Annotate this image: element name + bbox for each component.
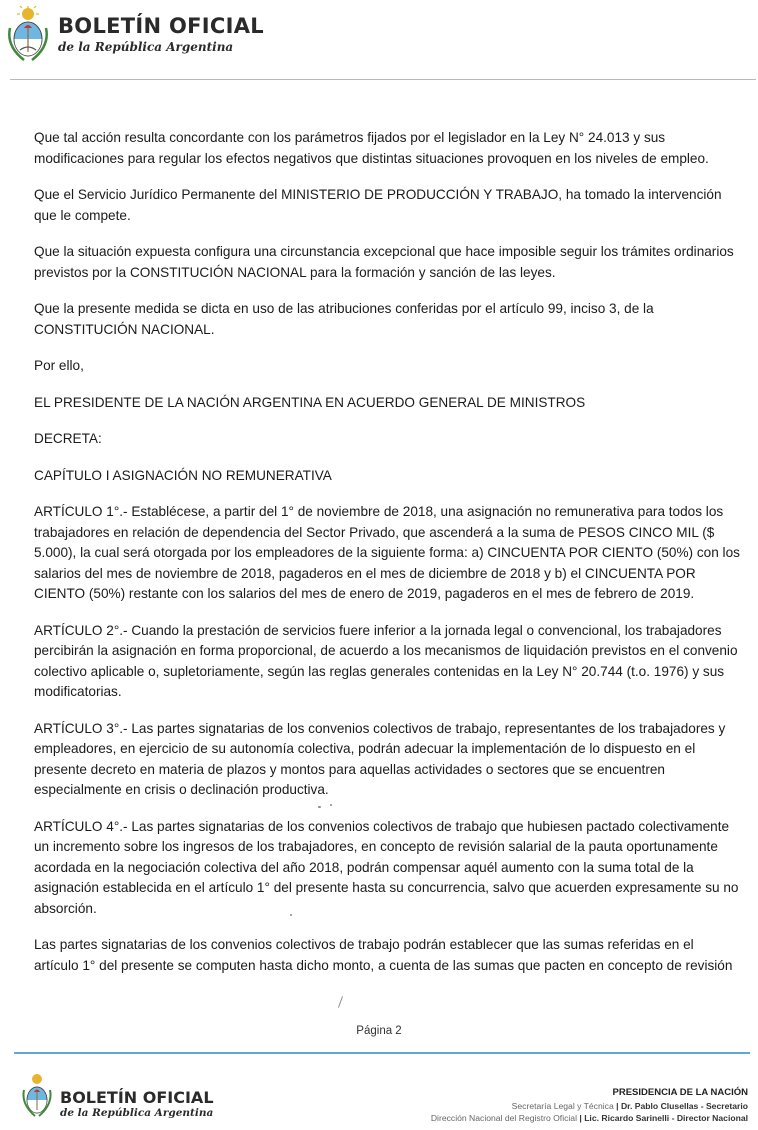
footer-separator: | bbox=[616, 1100, 619, 1111]
paragraph-servicio-juridico: Que el Servicio Jurídico Permanente del MINISTERIO DE PRODUCCIÓN Y TRABAJO, ha tomado la intervención que le compete. bbox=[34, 187, 722, 223]
chapter-heading: CAPÍTULO I ASIGNACIÓN NO REMUNERATIVA bbox=[34, 467, 332, 483]
scan-speck bbox=[290, 914, 292, 916]
paragraph-decreta: DECRETA: bbox=[34, 431, 102, 446]
footer-direccion-line bbox=[368, 1112, 748, 1125]
footer-director-name: Lic. Ricardo Sarinelli - Director Nacional bbox=[584, 1113, 748, 1123]
scan-speck bbox=[318, 806, 321, 808]
page-header bbox=[0, 0, 758, 80]
scan-speck bbox=[330, 804, 332, 806]
paragraph-situacion-excepcional: Que la situación expuesta configura una circunstancia excepcional que hace imposible seguir los trámites ordinarios previstos por la CONSTITUCIÓN NACIONAL para la formación y sanción de las leyes. bbox=[34, 244, 734, 280]
article-4: ARTÍCULO 4°.- Las partes signatarias de los convenios colectivos de trabajo que hubiesen pactado colectivamente un incremento sobre los ingresos de los trabajadores, en concepto de revisión salarial de la pauta oportunamente acordada en la negociación colectiva del año 2018, podrán compensar aquél aumento con la suma total de la asignación establecida en el artículo 1° del presente hasta su concurrencia, salvo que acuerden expresamente su no absorción. bbox=[34, 818, 739, 916]
footer-secretario-name: Dr. Pablo Clusellas - Secretario bbox=[620, 1100, 748, 1111]
page-number: Página 2 bbox=[356, 1025, 402, 1037]
argentina-coat-of-arms-icon bbox=[5, 6, 51, 64]
document-body bbox=[34, 128, 740, 992]
brand-title: BOLETÍN OFICIAL bbox=[58, 14, 264, 38]
paragraph-atribuciones: Que la presente medida se dicta en uso de las atribuciones conferidas por el artículo 99, inciso 3, de la CONSTITUCIÓN NACIONAL. bbox=[34, 301, 654, 337]
brand-subtitle: de la República Argentina bbox=[58, 40, 234, 54]
article-2: ARTÍCULO 2°.- Cuando la prestación de servicios fuere inferior a la jornada legal o convencional, los trabajadores percibirán la asignación en forma proporcional, de acuerdo a los mecanismos de liquidación previstos en el convenio colectivo aplicable o, supletoriamente, según las reglas generales contenidas en la Ley N° 20.744 (t.o. 1976) y sus modificatorias. bbox=[34, 622, 738, 699]
scan-speck bbox=[338, 996, 343, 1008]
article-3: ARTÍCULO 3°.- Las partes signatarias de los convenios colectivos de trabajo, representantes de los trabajadores y empleadores, en ejercicio de su autonomía colectiva, podrán adecuar la implementación de lo dispuesto en el presente decreto en materia de plazos y montos para aquellas actividades o sectores que se encuentren especialmente en crisis o declinación productiva. bbox=[34, 720, 726, 797]
footer-presidencia: PRESIDENCIA DE LA NACIÓN bbox=[612, 1087, 748, 1098]
footer-secretaria-line bbox=[368, 1100, 748, 1113]
footer-secretaria-label: Secretaría Legal y Técnica bbox=[511, 1100, 614, 1111]
footer-brand-title: BOLETÍN OFICIAL bbox=[60, 1088, 214, 1107]
header-divider bbox=[10, 79, 756, 80]
paragraph-presidente: EL PRESIDENTE DE LA NACIÓN ARGENTINA EN ACUERDO GENERAL DE MINISTROS bbox=[34, 394, 586, 410]
paragraph-por-ello: Por ello, bbox=[34, 358, 84, 373]
footer-divider bbox=[14, 1052, 750, 1054]
footer-direccion-label: Dirección Nacional del Registro Oficial bbox=[430, 1113, 577, 1123]
paragraph-ley-24013: Que tal acción resulta concordante con los parámetros fijados por el legislador en la Ley N° 24.013 y sus modificaciones para regular los efectos negativos que distintas situaciones provoquen en los niveles de empleo. bbox=[34, 130, 709, 166]
paragraph-partes-signatarias: Las partes signatarias de los convenios colectivos de trabajo podrán establecer que las sumas referidas en el artículo 1° del presente se computen hasta dicho monto, a cuenta de las sumas que pacten en concepto de revisión bbox=[34, 937, 733, 973]
article-1: ARTÍCULO 1°.- Establécese, a partir del 1° de noviembre de 2018, una asignación no remunerativa para todos los trabajadores en relación de dependencia del Sector Privado, que ascenderá a la suma de PESOS CINCO MIL ($ 5.000), la cual será otorgada por los empleadores de la siguiente forma: a) CINCUENTA POR CIENTO (50%) con los salarios del mes de noviembre de 2018, pagaderos en el mes de diciembre de 2018 y b) el CINCUENTA POR CIENTO (50%) restante con los salarios del mes de enero de 2019, pagaderos en el mes de febrero de 2019. bbox=[34, 504, 740, 601]
footer-brand-subtitle: de la República Argentina bbox=[60, 1107, 214, 1119]
footer-separator: | bbox=[579, 1113, 582, 1123]
argentina-coat-of-arms-icon bbox=[20, 1072, 54, 1122]
footer-credits bbox=[368, 1087, 748, 1125]
